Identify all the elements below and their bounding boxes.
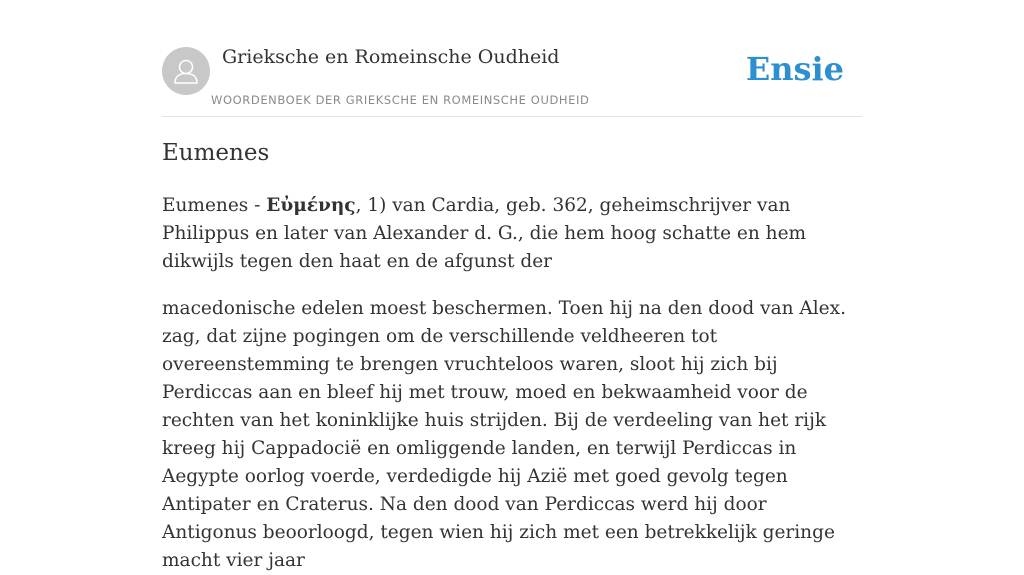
entry-paragraph-1-text: , 1) van Cardia, geb. 362, geheimschrijver van Philippus en later van Alexander d. G., die hem hoog schatte en hem dikwijls tegen den haat en de afgunst der	[162, 195, 807, 272]
ensie-logo-link[interactable]: Ensie	[745, 50, 844, 88]
page-container	[162, 0, 862, 571]
entry-lead: Eumenes -	[162, 195, 267, 216]
source-title[interactable]: Grieksche en Romeinsche Oudheid	[222, 46, 560, 68]
source-header	[162, 0, 862, 117]
entry-title: Eumenes	[162, 140, 270, 166]
avatar[interactable]	[162, 47, 210, 95]
source-subtitle: WOORDENBOEK DER GRIEKSCHE EN ROMEINSCHE OUDHEID	[211, 93, 590, 107]
entry-paragraph-1	[162, 192, 862, 276]
greek-term: Εὐμένης	[266, 195, 356, 216]
entry-paragraph-2: macedonische edelen moest beschermen. Toen hij na den dood van Alex. zag, dat zijne pogingen om de verschillende veldheeren tot overeenstemming te brengen vruchteloos waren, sloot hij zich bij Perdiccas aan en bleef hij met trouw, moed en bekwaamheid voor de rechten van het koninklijke huis strijden. Bij de verdeeling van het rijk kreeg hij Cappadocië en omliggende landen, en terwijl Perdiccas in Aegypte oorlog voerde, verdedigde hij Azië met goed gevolg tegen Antipater en Craterus. Na den dood van Perdiccas werd hij door Antigonus beoorloogd, tegen wien hij zich met een betrekkelijk geringe macht vier jaar	[162, 298, 846, 571]
user-avatar-icon	[162, 47, 210, 95]
